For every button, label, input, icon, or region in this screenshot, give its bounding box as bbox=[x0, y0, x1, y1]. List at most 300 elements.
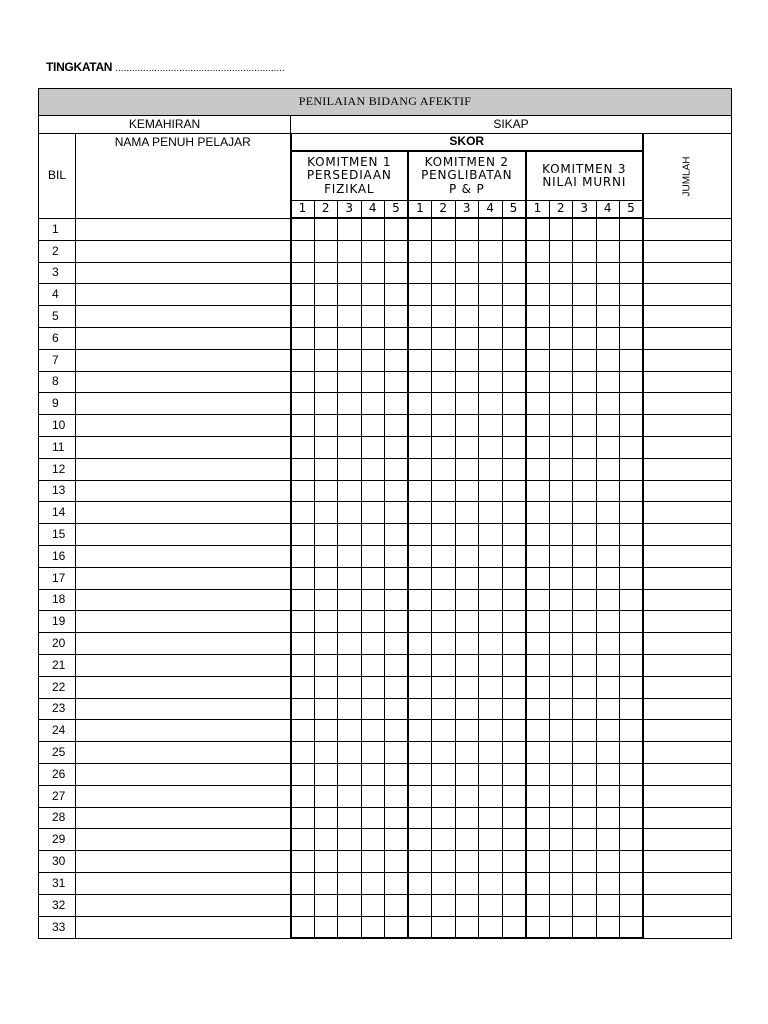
score-cell[interactable] bbox=[408, 458, 432, 480]
score-cell[interactable] bbox=[385, 763, 409, 785]
score-cell[interactable] bbox=[573, 611, 597, 633]
score-cell[interactable] bbox=[361, 371, 385, 393]
score-cell[interactable] bbox=[620, 415, 644, 437]
score-cell[interactable] bbox=[620, 502, 644, 524]
score-cell[interactable] bbox=[620, 589, 644, 611]
score-cell[interactable] bbox=[549, 763, 573, 785]
score-cell[interactable] bbox=[573, 262, 597, 284]
score-cell[interactable] bbox=[549, 284, 573, 306]
score-cell[interactable] bbox=[479, 480, 503, 502]
student-name-cell[interactable] bbox=[76, 524, 291, 546]
score-cell[interactable] bbox=[455, 872, 479, 894]
score-cell[interactable] bbox=[549, 872, 573, 894]
score-cell[interactable] bbox=[408, 785, 432, 807]
score-cell[interactable] bbox=[620, 262, 644, 284]
score-cell[interactable] bbox=[455, 567, 479, 589]
score-cell[interactable] bbox=[596, 240, 620, 262]
score-cell[interactable] bbox=[502, 720, 526, 742]
score-cell[interactable] bbox=[361, 567, 385, 589]
score-cell[interactable] bbox=[526, 633, 550, 655]
score-cell[interactable] bbox=[596, 436, 620, 458]
score-cell[interactable] bbox=[314, 480, 338, 502]
score-cell[interactable] bbox=[338, 240, 362, 262]
score-cell[interactable] bbox=[502, 306, 526, 328]
score-cell[interactable] bbox=[314, 589, 338, 611]
score-cell[interactable] bbox=[361, 218, 385, 240]
score-cell[interactable] bbox=[408, 654, 432, 676]
score-cell[interactable] bbox=[291, 545, 315, 567]
score-cell[interactable] bbox=[526, 763, 550, 785]
score-cell[interactable] bbox=[291, 589, 315, 611]
score-cell[interactable] bbox=[408, 763, 432, 785]
score-cell[interactable] bbox=[338, 393, 362, 415]
score-cell[interactable] bbox=[596, 480, 620, 502]
score-cell[interactable] bbox=[526, 894, 550, 916]
score-cell[interactable] bbox=[408, 284, 432, 306]
score-cell[interactable] bbox=[526, 872, 550, 894]
score-cell[interactable] bbox=[620, 654, 644, 676]
score-cell[interactable] bbox=[596, 262, 620, 284]
student-name-cell[interactable] bbox=[76, 851, 291, 873]
score-cell[interactable] bbox=[408, 240, 432, 262]
score-cell[interactable] bbox=[361, 393, 385, 415]
score-cell[interactable] bbox=[361, 676, 385, 698]
score-cell[interactable] bbox=[455, 763, 479, 785]
score-cell[interactable] bbox=[361, 872, 385, 894]
score-cell[interactable] bbox=[549, 262, 573, 284]
score-cell[interactable] bbox=[573, 567, 597, 589]
jumlah-cell[interactable] bbox=[643, 480, 732, 502]
score-cell[interactable] bbox=[291, 415, 315, 437]
score-cell[interactable] bbox=[291, 720, 315, 742]
score-cell[interactable] bbox=[314, 218, 338, 240]
score-cell[interactable] bbox=[291, 284, 315, 306]
score-cell[interactable] bbox=[291, 349, 315, 371]
score-cell[interactable] bbox=[620, 742, 644, 764]
score-cell[interactable] bbox=[526, 654, 550, 676]
student-name-cell[interactable] bbox=[76, 872, 291, 894]
score-cell[interactable] bbox=[314, 872, 338, 894]
score-cell[interactable] bbox=[432, 524, 456, 546]
score-cell[interactable] bbox=[432, 262, 456, 284]
score-cell[interactable] bbox=[573, 349, 597, 371]
score-cell[interactable] bbox=[361, 240, 385, 262]
score-cell[interactable] bbox=[549, 480, 573, 502]
score-cell[interactable] bbox=[596, 611, 620, 633]
score-cell[interactable] bbox=[479, 916, 503, 938]
score-cell[interactable] bbox=[549, 654, 573, 676]
score-cell[interactable] bbox=[620, 611, 644, 633]
score-cell[interactable] bbox=[361, 829, 385, 851]
score-cell[interactable] bbox=[361, 415, 385, 437]
score-cell[interactable] bbox=[314, 502, 338, 524]
score-cell[interactable] bbox=[455, 851, 479, 873]
score-cell[interactable] bbox=[314, 240, 338, 262]
score-cell[interactable] bbox=[314, 524, 338, 546]
score-cell[interactable] bbox=[502, 829, 526, 851]
score-cell[interactable] bbox=[526, 720, 550, 742]
score-cell[interactable] bbox=[620, 436, 644, 458]
score-cell[interactable] bbox=[596, 829, 620, 851]
score-cell[interactable] bbox=[408, 742, 432, 764]
student-name-cell[interactable] bbox=[76, 349, 291, 371]
score-cell[interactable] bbox=[314, 785, 338, 807]
score-cell[interactable] bbox=[385, 240, 409, 262]
score-cell[interactable] bbox=[338, 502, 362, 524]
score-cell[interactable] bbox=[385, 415, 409, 437]
score-cell[interactable] bbox=[549, 785, 573, 807]
score-cell[interactable] bbox=[502, 502, 526, 524]
score-cell[interactable] bbox=[573, 545, 597, 567]
score-cell[interactable] bbox=[385, 284, 409, 306]
score-cell[interactable] bbox=[338, 567, 362, 589]
score-cell[interactable] bbox=[549, 306, 573, 328]
score-cell[interactable] bbox=[549, 807, 573, 829]
score-cell[interactable] bbox=[620, 218, 644, 240]
score-cell[interactable] bbox=[432, 349, 456, 371]
score-cell[interactable] bbox=[549, 327, 573, 349]
student-name-cell[interactable] bbox=[76, 916, 291, 938]
score-cell[interactable] bbox=[573, 502, 597, 524]
score-cell[interactable] bbox=[479, 589, 503, 611]
score-cell[interactable] bbox=[361, 306, 385, 328]
score-cell[interactable] bbox=[432, 654, 456, 676]
score-cell[interactable] bbox=[361, 851, 385, 873]
score-cell[interactable] bbox=[526, 785, 550, 807]
score-cell[interactable] bbox=[596, 393, 620, 415]
score-cell[interactable] bbox=[385, 720, 409, 742]
score-cell[interactable] bbox=[479, 829, 503, 851]
score-cell[interactable] bbox=[338, 763, 362, 785]
score-cell[interactable] bbox=[526, 742, 550, 764]
score-cell[interactable] bbox=[455, 633, 479, 655]
score-cell[interactable] bbox=[455, 829, 479, 851]
score-cell[interactable] bbox=[526, 611, 550, 633]
score-cell[interactable] bbox=[573, 589, 597, 611]
score-cell[interactable] bbox=[408, 306, 432, 328]
score-cell[interactable] bbox=[361, 698, 385, 720]
jumlah-cell[interactable] bbox=[643, 371, 732, 393]
score-cell[interactable] bbox=[573, 720, 597, 742]
score-cell[interactable] bbox=[479, 654, 503, 676]
score-cell[interactable] bbox=[502, 393, 526, 415]
score-cell[interactable] bbox=[573, 872, 597, 894]
score-cell[interactable] bbox=[502, 851, 526, 873]
score-cell[interactable] bbox=[479, 763, 503, 785]
score-cell[interactable] bbox=[526, 349, 550, 371]
score-cell[interactable] bbox=[549, 436, 573, 458]
student-name-cell[interactable] bbox=[76, 480, 291, 502]
jumlah-cell[interactable] bbox=[643, 807, 732, 829]
score-cell[interactable] bbox=[596, 218, 620, 240]
student-name-cell[interactable] bbox=[76, 567, 291, 589]
score-cell[interactable] bbox=[526, 589, 550, 611]
score-cell[interactable] bbox=[408, 415, 432, 437]
score-cell[interactable] bbox=[526, 502, 550, 524]
score-cell[interactable] bbox=[596, 371, 620, 393]
score-cell[interactable] bbox=[620, 524, 644, 546]
score-cell[interactable] bbox=[596, 306, 620, 328]
score-cell[interactable] bbox=[573, 807, 597, 829]
score-cell[interactable] bbox=[432, 720, 456, 742]
score-cell[interactable] bbox=[502, 916, 526, 938]
score-cell[interactable] bbox=[526, 262, 550, 284]
score-cell[interactable] bbox=[455, 720, 479, 742]
score-cell[interactable] bbox=[455, 654, 479, 676]
score-cell[interactable] bbox=[573, 371, 597, 393]
score-cell[interactable] bbox=[620, 851, 644, 873]
score-cell[interactable] bbox=[620, 720, 644, 742]
score-cell[interactable] bbox=[620, 763, 644, 785]
score-cell[interactable] bbox=[596, 763, 620, 785]
jumlah-cell[interactable] bbox=[643, 633, 732, 655]
score-cell[interactable] bbox=[502, 807, 526, 829]
score-cell[interactable] bbox=[432, 327, 456, 349]
score-cell[interactable] bbox=[455, 807, 479, 829]
score-cell[interactable] bbox=[361, 262, 385, 284]
score-cell[interactable] bbox=[361, 763, 385, 785]
score-cell[interactable] bbox=[479, 371, 503, 393]
score-cell[interactable] bbox=[479, 894, 503, 916]
score-cell[interactable] bbox=[338, 480, 362, 502]
jumlah-cell[interactable] bbox=[643, 851, 732, 873]
score-cell[interactable] bbox=[338, 851, 362, 873]
score-cell[interactable] bbox=[455, 306, 479, 328]
score-cell[interactable] bbox=[408, 720, 432, 742]
score-cell[interactable] bbox=[596, 589, 620, 611]
score-cell[interactable] bbox=[338, 349, 362, 371]
score-cell[interactable] bbox=[526, 829, 550, 851]
student-name-cell[interactable] bbox=[76, 589, 291, 611]
student-name-cell[interactable] bbox=[76, 218, 291, 240]
score-cell[interactable] bbox=[502, 284, 526, 306]
score-cell[interactable] bbox=[361, 916, 385, 938]
score-cell[interactable] bbox=[385, 502, 409, 524]
student-name-cell[interactable] bbox=[76, 458, 291, 480]
score-cell[interactable] bbox=[526, 240, 550, 262]
score-cell[interactable] bbox=[620, 829, 644, 851]
score-cell[interactable] bbox=[502, 872, 526, 894]
score-cell[interactable] bbox=[596, 894, 620, 916]
score-cell[interactable] bbox=[432, 240, 456, 262]
score-cell[interactable] bbox=[502, 742, 526, 764]
jumlah-cell[interactable] bbox=[643, 589, 732, 611]
score-cell[interactable] bbox=[620, 567, 644, 589]
score-cell[interactable] bbox=[596, 785, 620, 807]
score-cell[interactable] bbox=[573, 327, 597, 349]
score-cell[interactable] bbox=[408, 349, 432, 371]
score-cell[interactable] bbox=[291, 829, 315, 851]
score-cell[interactable] bbox=[408, 829, 432, 851]
score-cell[interactable] bbox=[291, 436, 315, 458]
score-cell[interactable] bbox=[502, 262, 526, 284]
score-cell[interactable] bbox=[385, 393, 409, 415]
score-cell[interactable] bbox=[502, 654, 526, 676]
student-name-cell[interactable] bbox=[76, 763, 291, 785]
jumlah-cell[interactable] bbox=[643, 611, 732, 633]
score-cell[interactable] bbox=[338, 894, 362, 916]
score-cell[interactable] bbox=[549, 916, 573, 938]
score-cell[interactable] bbox=[620, 872, 644, 894]
score-cell[interactable] bbox=[338, 415, 362, 437]
score-cell[interactable] bbox=[385, 676, 409, 698]
score-cell[interactable] bbox=[432, 829, 456, 851]
score-cell[interactable] bbox=[526, 545, 550, 567]
score-cell[interactable] bbox=[314, 371, 338, 393]
jumlah-cell[interactable] bbox=[643, 436, 732, 458]
score-cell[interactable] bbox=[314, 262, 338, 284]
score-cell[interactable] bbox=[526, 458, 550, 480]
score-cell[interactable] bbox=[338, 611, 362, 633]
score-cell[interactable] bbox=[620, 698, 644, 720]
score-cell[interactable] bbox=[408, 698, 432, 720]
score-cell[interactable] bbox=[596, 327, 620, 349]
score-cell[interactable] bbox=[338, 633, 362, 655]
jumlah-cell[interactable] bbox=[643, 415, 732, 437]
score-cell[interactable] bbox=[502, 698, 526, 720]
score-cell[interactable] bbox=[432, 807, 456, 829]
jumlah-cell[interactable] bbox=[643, 524, 732, 546]
score-cell[interactable] bbox=[502, 240, 526, 262]
score-cell[interactable] bbox=[549, 611, 573, 633]
score-cell[interactable] bbox=[620, 393, 644, 415]
score-cell[interactable] bbox=[291, 785, 315, 807]
jumlah-cell[interactable] bbox=[643, 916, 732, 938]
score-cell[interactable] bbox=[291, 480, 315, 502]
score-cell[interactable] bbox=[432, 371, 456, 393]
score-cell[interactable] bbox=[385, 916, 409, 938]
score-cell[interactable] bbox=[526, 916, 550, 938]
score-cell[interactable] bbox=[361, 480, 385, 502]
score-cell[interactable] bbox=[408, 436, 432, 458]
student-name-cell[interactable] bbox=[76, 785, 291, 807]
score-cell[interactable] bbox=[314, 829, 338, 851]
jumlah-cell[interactable] bbox=[643, 545, 732, 567]
score-cell[interactable] bbox=[573, 218, 597, 240]
score-cell[interactable] bbox=[291, 306, 315, 328]
score-cell[interactable] bbox=[502, 524, 526, 546]
score-cell[interactable] bbox=[573, 524, 597, 546]
score-cell[interactable] bbox=[455, 436, 479, 458]
score-cell[interactable] bbox=[291, 393, 315, 415]
jumlah-cell[interactable] bbox=[643, 458, 732, 480]
score-cell[interactable] bbox=[479, 633, 503, 655]
score-cell[interactable] bbox=[596, 567, 620, 589]
score-cell[interactable] bbox=[338, 785, 362, 807]
score-cell[interactable] bbox=[314, 327, 338, 349]
score-cell[interactable] bbox=[385, 458, 409, 480]
jumlah-cell[interactable] bbox=[643, 306, 732, 328]
student-name-cell[interactable] bbox=[76, 284, 291, 306]
score-cell[interactable] bbox=[361, 785, 385, 807]
score-cell[interactable] bbox=[526, 218, 550, 240]
score-cell[interactable] bbox=[385, 633, 409, 655]
score-cell[interactable] bbox=[455, 698, 479, 720]
score-cell[interactable] bbox=[291, 240, 315, 262]
score-cell[interactable] bbox=[620, 349, 644, 371]
score-cell[interactable] bbox=[502, 436, 526, 458]
score-cell[interactable] bbox=[291, 698, 315, 720]
score-cell[interactable] bbox=[549, 458, 573, 480]
score-cell[interactable] bbox=[314, 306, 338, 328]
score-cell[interactable] bbox=[385, 654, 409, 676]
score-cell[interactable] bbox=[620, 480, 644, 502]
score-cell[interactable] bbox=[573, 458, 597, 480]
score-cell[interactable] bbox=[361, 327, 385, 349]
score-cell[interactable] bbox=[455, 415, 479, 437]
score-cell[interactable] bbox=[596, 654, 620, 676]
student-name-cell[interactable] bbox=[76, 633, 291, 655]
student-name-cell[interactable] bbox=[76, 415, 291, 437]
score-cell[interactable] bbox=[479, 785, 503, 807]
student-name-cell[interactable] bbox=[76, 502, 291, 524]
score-cell[interactable] bbox=[526, 851, 550, 873]
score-cell[interactable] bbox=[526, 327, 550, 349]
score-cell[interactable] bbox=[549, 240, 573, 262]
score-cell[interactable] bbox=[502, 545, 526, 567]
student-name-cell[interactable] bbox=[76, 393, 291, 415]
score-cell[interactable] bbox=[596, 742, 620, 764]
score-cell[interactable] bbox=[385, 349, 409, 371]
score-cell[interactable] bbox=[314, 698, 338, 720]
score-cell[interactable] bbox=[526, 393, 550, 415]
score-cell[interactable] bbox=[455, 458, 479, 480]
student-name-cell[interactable] bbox=[76, 545, 291, 567]
score-cell[interactable] bbox=[620, 306, 644, 328]
score-cell[interactable] bbox=[596, 415, 620, 437]
score-cell[interactable] bbox=[502, 371, 526, 393]
score-cell[interactable] bbox=[408, 480, 432, 502]
score-cell[interactable] bbox=[314, 851, 338, 873]
score-cell[interactable] bbox=[526, 567, 550, 589]
score-cell[interactable] bbox=[361, 807, 385, 829]
student-name-cell[interactable] bbox=[76, 829, 291, 851]
score-cell[interactable] bbox=[291, 894, 315, 916]
score-cell[interactable] bbox=[549, 676, 573, 698]
score-cell[interactable] bbox=[385, 306, 409, 328]
jumlah-cell[interactable] bbox=[643, 567, 732, 589]
score-cell[interactable] bbox=[314, 349, 338, 371]
score-cell[interactable] bbox=[385, 829, 409, 851]
student-name-cell[interactable] bbox=[76, 654, 291, 676]
score-cell[interactable] bbox=[596, 349, 620, 371]
score-cell[interactable] bbox=[479, 742, 503, 764]
score-cell[interactable] bbox=[361, 349, 385, 371]
score-cell[interactable] bbox=[432, 611, 456, 633]
score-cell[interactable] bbox=[479, 240, 503, 262]
score-cell[interactable] bbox=[502, 327, 526, 349]
score-cell[interactable] bbox=[432, 894, 456, 916]
score-cell[interactable] bbox=[338, 698, 362, 720]
score-cell[interactable] bbox=[314, 458, 338, 480]
score-cell[interactable] bbox=[479, 524, 503, 546]
score-cell[interactable] bbox=[432, 306, 456, 328]
score-cell[interactable] bbox=[455, 371, 479, 393]
score-cell[interactable] bbox=[314, 654, 338, 676]
jumlah-cell[interactable] bbox=[643, 240, 732, 262]
score-cell[interactable] bbox=[549, 545, 573, 567]
score-cell[interactable] bbox=[573, 306, 597, 328]
score-cell[interactable] bbox=[479, 611, 503, 633]
score-cell[interactable] bbox=[338, 545, 362, 567]
score-cell[interactable] bbox=[385, 807, 409, 829]
score-cell[interactable] bbox=[291, 807, 315, 829]
score-cell[interactable] bbox=[455, 502, 479, 524]
score-cell[interactable] bbox=[338, 436, 362, 458]
score-cell[interactable] bbox=[479, 284, 503, 306]
score-cell[interactable] bbox=[479, 436, 503, 458]
score-cell[interactable] bbox=[620, 240, 644, 262]
